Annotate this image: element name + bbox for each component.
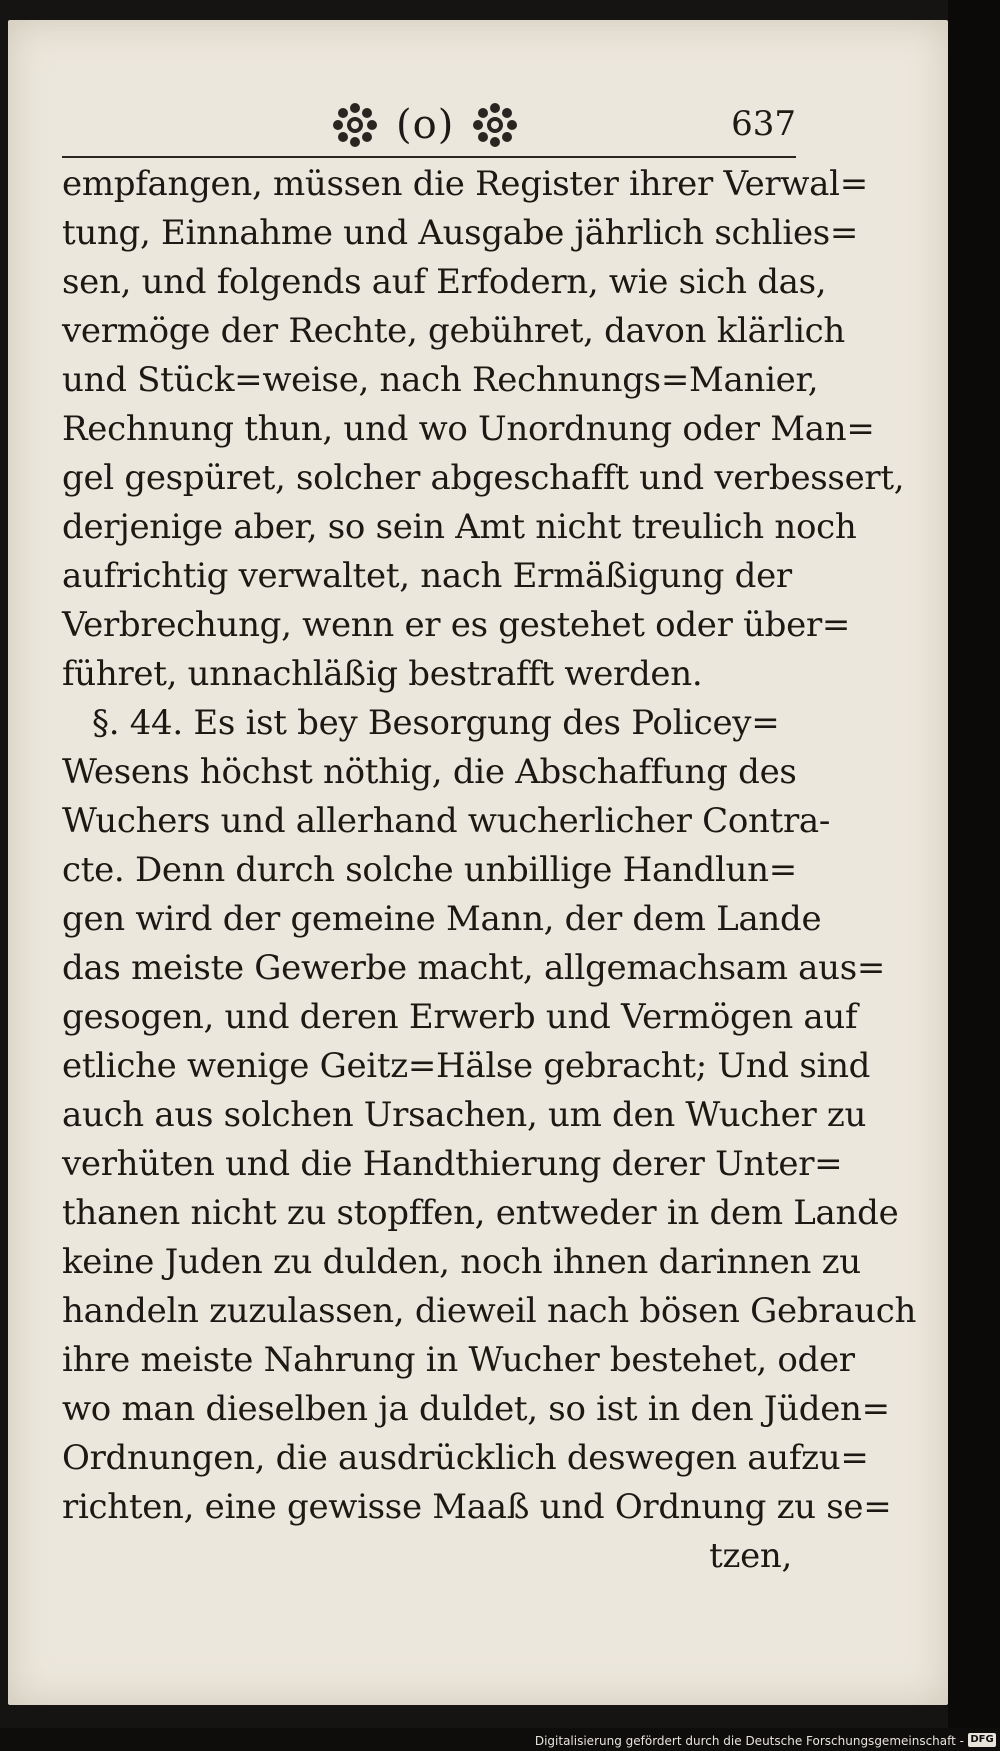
text-line: das meiste Gewerbe macht, allgemachsam aus= [62, 948, 886, 988]
page-header [62, 92, 796, 158]
text-line: handeln zuzulassen, dieweil nach bösen Gebrauch [62, 1291, 917, 1331]
page-number: 637 [731, 104, 796, 144]
text-line: Ordnungen, die ausdrücklich deswegen aufzu= [62, 1438, 869, 1478]
catchword: tzen, [709, 1536, 792, 1576]
text-line: verhüten und die Handthierung derer Unter= [62, 1144, 843, 1184]
text-line: etliche wenige Geitz=Hälse gebracht; Und sind [62, 1046, 871, 1086]
rosette-ornament-icon [332, 102, 378, 148]
text-line: thanen nicht zu stopffen, entweder in dem Lande [62, 1193, 899, 1233]
text-line: derjenige aber, so sein Amt nicht treulich noch [62, 507, 857, 547]
text-line: §. 44. Es ist bey Besorgung des Policey= [92, 703, 780, 743]
scan-border [948, 0, 1000, 1751]
text-line: tung, Einnahme und Ausgabe jährlich schlies= [62, 213, 859, 253]
text-line: aufrichtig verwaltet, nach Ermäßigung der [62, 556, 792, 596]
text-line: cte. Denn durch solche unbillige Handlun= [62, 850, 797, 890]
text-line: wo man dieselben ja duldet, so ist in den Jüden= [62, 1389, 890, 1429]
signature-mark: (o) [396, 102, 455, 148]
rosette-ornament-icon [472, 102, 518, 148]
text-line: führet, unnachläßig bestrafft werden. [62, 654, 703, 694]
text-line: sen, und folgends auf Erfodern, wie sich das, [62, 262, 827, 302]
text-line: auch aus solchen Ursachen, um den Wucher zu [62, 1095, 867, 1135]
body-text [62, 160, 917, 1581]
text-line: gesogen, und deren Erwerb und Vermögen auf [62, 997, 858, 1037]
text-line: keine Juden zu dulden, noch ihnen darinnen zu [62, 1242, 861, 1282]
text-line: Rechnung thun, und wo Unordnung oder Man= [62, 409, 875, 449]
text-line: vermöge der Rechte, gebühret, davon klärlich [62, 311, 845, 351]
footer-credit: Digitalisierung gefördert durch die Deutsche Forschungsgemeinschaft - [534, 1734, 964, 1748]
text-line: richten, eine gewisse Maaß und Ordnung zu se= [62, 1487, 892, 1527]
text-line: Verbrechung, wenn er es gestehet oder über= [62, 605, 851, 645]
dfg-logo: DFG [968, 1733, 996, 1747]
text-line: ihre meiste Nahrung in Wucher bestehet, oder [62, 1340, 855, 1380]
text-line: gen wird der gemeine Mann, der dem Lande [62, 899, 822, 939]
header-signature-group [332, 100, 518, 150]
text-line: und Stück=weise, nach Rechnungs=Manier, [62, 360, 819, 400]
text-line: gel gespüret, solcher abgeschafft und verbessert, [62, 458, 905, 498]
text-line: Wesens höchst nöthig, die Abschaffung des [62, 752, 797, 792]
text-line: empfangen, müssen die Register ihrer Verwal= [62, 164, 868, 204]
text-line: Wuchers und allerhand wucherlicher Contra- [62, 801, 831, 841]
